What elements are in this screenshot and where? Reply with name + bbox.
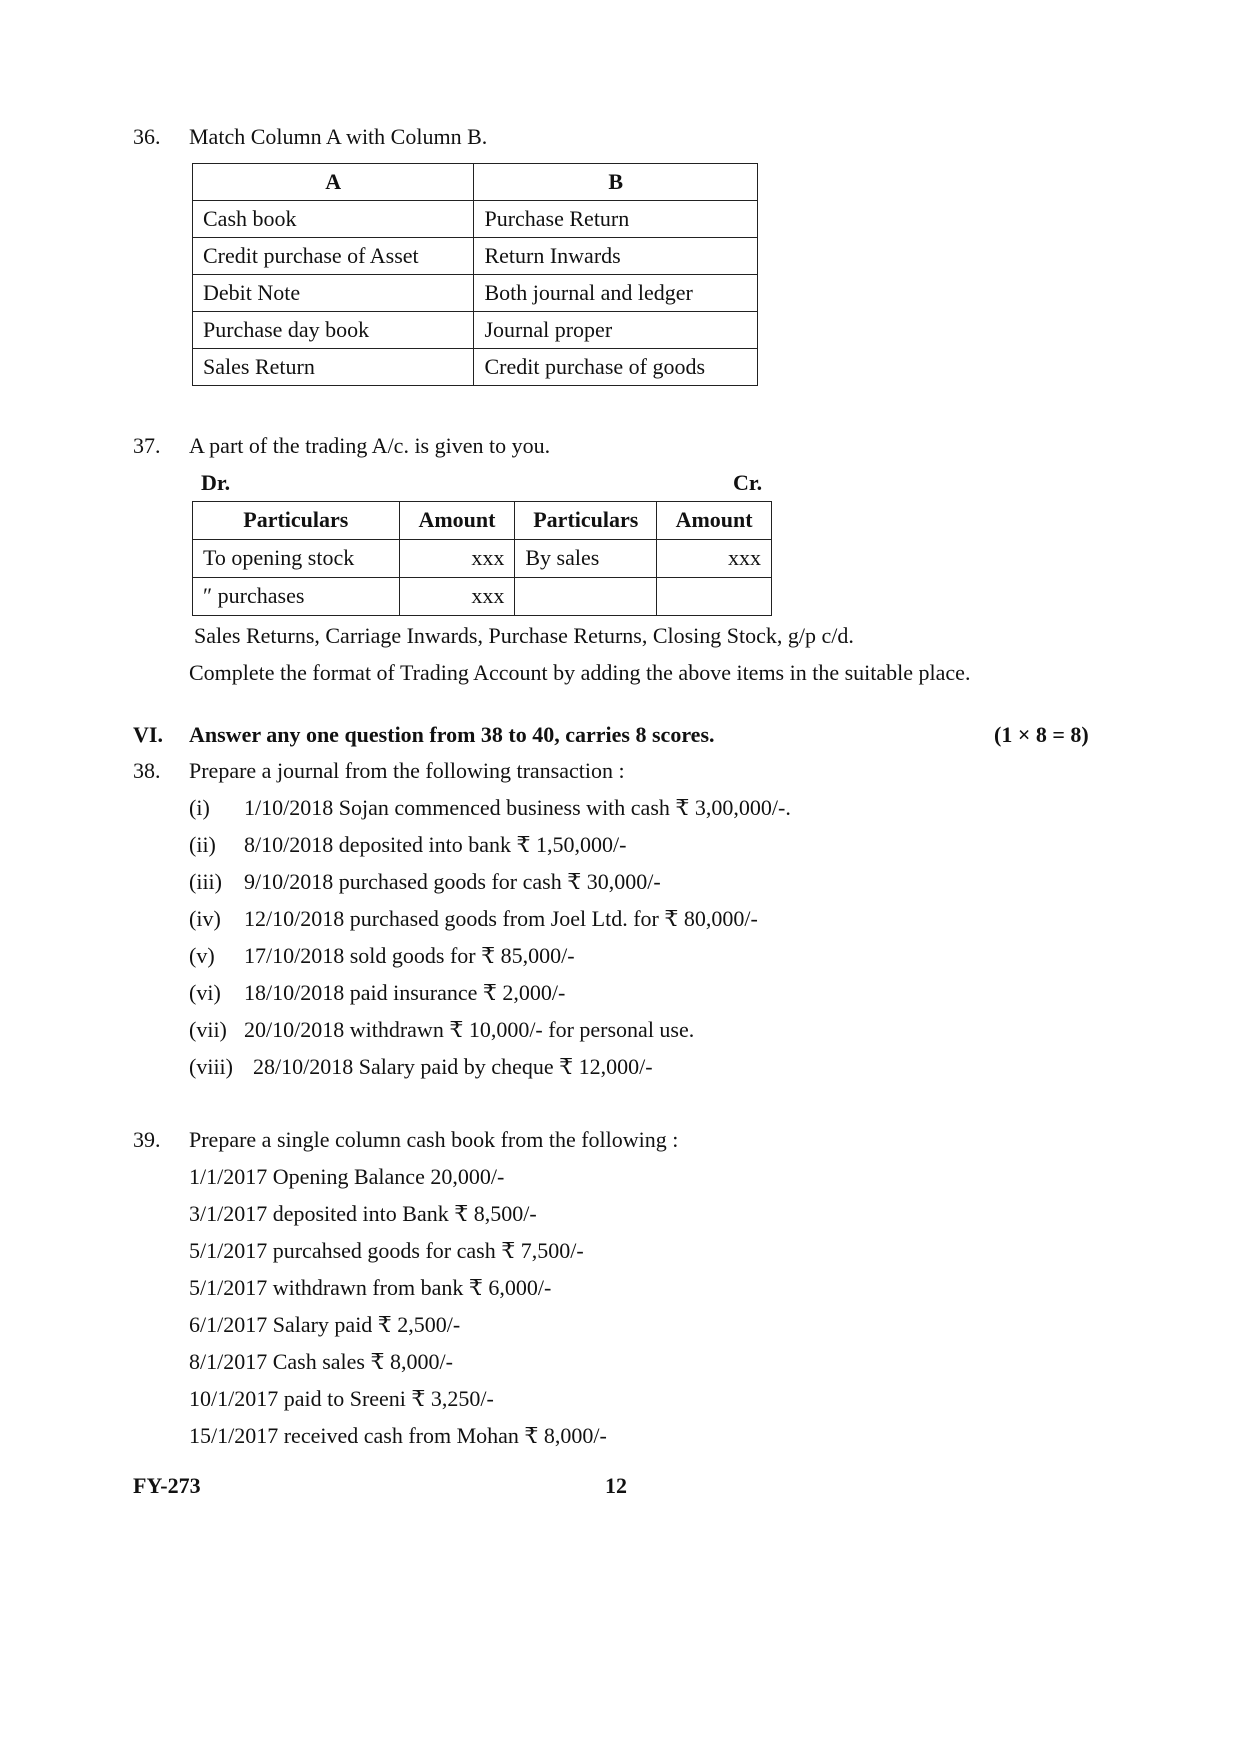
list-item: 6/1/2017 Salary paid ₹ 2,500/- xyxy=(189,1312,461,1337)
list-item-number: (vi) xyxy=(189,980,221,1005)
table-row xyxy=(193,238,758,275)
q37-items: Sales Returns, Carriage Inwards, Purchase Returns, Closing Stock, g/p c/d. xyxy=(194,623,854,648)
q39-prompt: Prepare a single column cash book from the following : xyxy=(189,1127,679,1152)
amount-header: Amount xyxy=(657,502,772,540)
amount-header: Amount xyxy=(399,502,515,540)
list-item: 20/10/2018 withdrawn ₹ 10,000/- for personal use. xyxy=(244,1017,695,1042)
column-a-cell: Debit Note xyxy=(193,275,474,312)
q37-prompt: A part of the trading A/c. is given to you. xyxy=(189,433,551,458)
q39-number: 39. xyxy=(133,1127,161,1152)
debit-particulars-cell: To opening stock xyxy=(193,540,400,578)
list-item: 15/1/2017 received cash from Mohan ₹ 8,000/- xyxy=(189,1423,607,1448)
table-row xyxy=(193,275,758,312)
list-item: 8/10/2018 deposited into bank ₹ 1,50,000/- xyxy=(244,832,627,857)
debit-label: Dr. xyxy=(201,470,231,495)
list-item-number: (ii) xyxy=(189,832,216,857)
q37-instruction: Complete the format of Trading Account by adding the above items in the suitable place. xyxy=(189,660,971,685)
debit-particulars-cell: ″ purchases xyxy=(193,578,400,616)
column-b-cell: Credit purchase of goods xyxy=(474,349,758,386)
table-row xyxy=(193,578,772,616)
table-row xyxy=(193,312,758,349)
list-item: 5/1/2017 purcahsed goods for cash ₹ 7,500/- xyxy=(189,1238,584,1263)
column-b-cell: Both journal and ledger xyxy=(474,275,758,312)
column-b-cell: Purchase Return xyxy=(474,201,758,238)
list-item: 8/1/2017 Cash sales ₹ 8,000/- xyxy=(189,1349,453,1374)
q36-number: 36. xyxy=(133,124,161,149)
column-a-cell: Sales Return xyxy=(193,349,474,386)
section-marks: (1 × 8 = 8) xyxy=(994,722,1089,747)
particulars-header: Particulars xyxy=(193,502,400,540)
table-row xyxy=(193,201,758,238)
list-item: 5/1/2017 withdrawn from bank ₹ 6,000/- xyxy=(189,1275,552,1300)
list-item: 9/10/2018 purchased goods for cash ₹ 30,000/- xyxy=(244,869,661,894)
table-row xyxy=(193,540,772,578)
column-b-header: B xyxy=(474,164,758,201)
q38-number: 38. xyxy=(133,758,161,783)
trading-table-header-row xyxy=(193,502,772,540)
list-item: 17/10/2018 sold goods for ₹ 85,000/- xyxy=(244,943,575,968)
page-number: 12 xyxy=(605,1473,627,1498)
particulars-header: Particulars xyxy=(515,502,657,540)
credit-amount-cell xyxy=(657,578,772,616)
match-table-header-row xyxy=(193,164,758,201)
table-row xyxy=(193,349,758,386)
q38-prompt: Prepare a journal from the following transaction : xyxy=(189,758,625,783)
column-a-cell: Credit purchase of Asset xyxy=(193,238,474,275)
list-item: 10/1/2017 paid to Sreeni ₹ 3,250/- xyxy=(189,1386,494,1411)
section-number: VI. xyxy=(133,722,163,747)
list-item-number: (v) xyxy=(189,943,215,968)
list-item: 12/10/2018 purchased goods from Joel Ltd. for ₹ 80,000/- xyxy=(244,906,758,931)
trading-account-table xyxy=(192,501,772,616)
list-item: 1/10/2018 Sojan commenced business with cash ₹ 3,00,000/-. xyxy=(244,795,791,820)
credit-amount-cell: xxx xyxy=(657,540,772,578)
column-a-header: A xyxy=(193,164,474,201)
credit-particulars-cell: By sales xyxy=(515,540,657,578)
column-b-cell: Journal proper xyxy=(474,312,758,349)
match-table xyxy=(192,163,758,386)
credit-label: Cr. xyxy=(733,470,763,495)
list-item-number: (i) xyxy=(189,795,210,820)
list-item: 28/10/2018 Salary paid by cheque ₹ 12,000/- xyxy=(253,1054,653,1079)
debit-amount-cell: xxx xyxy=(399,578,515,616)
list-item: 18/10/2018 paid insurance ₹ 2,000/- xyxy=(244,980,566,1005)
debit-amount-cell: xxx xyxy=(399,540,515,578)
section-title: Answer any one question from 38 to 40, carries 8 scores. xyxy=(189,722,715,747)
column-a-cell: Purchase day book xyxy=(193,312,474,349)
list-item-number: (vii) xyxy=(189,1017,227,1042)
list-item: 1/1/2017 Opening Balance 20,000/- xyxy=(189,1164,505,1189)
column-b-cell: Return Inwards xyxy=(474,238,758,275)
column-a-cell: Cash book xyxy=(193,201,474,238)
paper-code: FY-273 xyxy=(133,1473,201,1498)
q36-prompt: Match Column A with Column B. xyxy=(189,124,488,149)
list-item-number: (iii) xyxy=(189,869,222,894)
q37-number: 37. xyxy=(133,433,161,458)
credit-particulars-cell xyxy=(515,578,657,616)
list-item: 3/1/2017 deposited into Bank ₹ 8,500/- xyxy=(189,1201,537,1226)
list-item-number: (viii) xyxy=(189,1054,233,1079)
list-item-number: (iv) xyxy=(189,906,221,931)
